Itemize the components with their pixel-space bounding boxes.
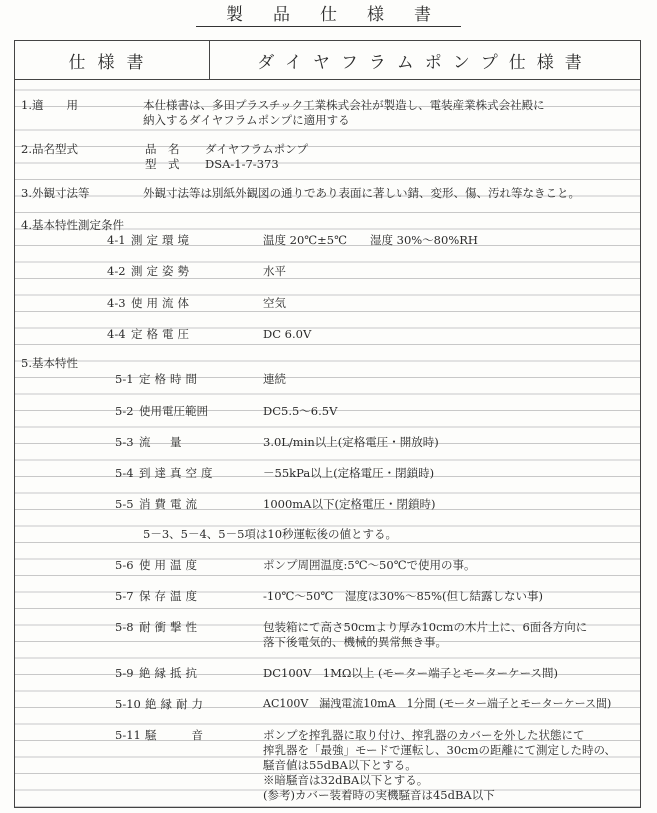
item-4-3-value: 空気: [263, 296, 286, 310]
item-5-11-line5: (参考)カバー装着時の実機騒音は45dBA以下: [263, 788, 495, 802]
item-4-3-id: 4-3: [107, 296, 126, 310]
section-1-text-line2: 納入するダイヤフラムポンプに適用する: [143, 113, 350, 127]
section-1-number: 1.適 用: [21, 98, 78, 112]
header-right-cell: ダイヤフラムポンプ仕様書: [257, 52, 593, 73]
spec-header: [15, 41, 640, 80]
item-5-10-value: AC100V 漏洩電流10mA 1分間 (モーター端子とモーターケース間): [263, 697, 612, 710]
item-4-2-label: 測定姿勢: [131, 264, 193, 278]
item-5-6-value: ポンプ周囲温度:5℃～50℃で使用の事。: [263, 558, 476, 572]
item-5-11-line1: ポンプを搾乳器に取り付け、搾乳器のカバーを外した状態にて: [263, 728, 585, 742]
document-title: [0, 4, 657, 27]
item-5-3-label: 流 量: [139, 435, 186, 449]
section-2-number: 2.品名型式: [21, 142, 78, 156]
item-5-11-id: 5-11: [115, 728, 141, 742]
product-name-label: 品 名: [145, 142, 180, 156]
section-4-number: 4.基本特性測定条件: [21, 218, 124, 232]
item-4-4-id: 4-4: [107, 327, 126, 341]
item-5-6-label: 使用温度: [139, 558, 201, 572]
item-4-4-value: DC 6.0V: [263, 327, 312, 341]
item-5-1-value: 連続: [263, 372, 286, 386]
item-5-4-id: 5-4: [115, 466, 134, 480]
product-name-value: ダイヤフラムポンプ: [205, 142, 309, 156]
item-4-2-id: 4-2: [107, 264, 126, 278]
item-5-9-id: 5-9: [115, 666, 134, 680]
item-4-1-label: 測定環境: [131, 233, 193, 247]
item-5-1-label: 定格時間: [139, 372, 201, 386]
item-5-10-label: 絶縁耐力: [145, 697, 207, 711]
item-4-1-id: 4-1: [107, 233, 126, 247]
item-5-11-line2: 搾乳器を「最強」モードで運転し、30cmの距離にて測定した時の、: [263, 743, 617, 757]
item-4-4-label: 定格電圧: [131, 327, 193, 341]
item-5-2-value: DC5.5～6.5V: [263, 404, 338, 418]
model-value: DSA-1-7-373: [205, 157, 279, 171]
section-1-text-line1: 本仕様書は、多田プラスチック工業株式会社が製造し、電装産業株式会社殿に: [143, 98, 545, 112]
item-5-9-value: DC100V 1MΩ以上 (モーター端子とモーターケース間): [263, 666, 559, 680]
item-5-3-id: 5-3: [115, 435, 134, 449]
item-4-1-value: 温度 20℃±5℃ 湿度 30%～80%RH: [263, 233, 478, 247]
item-5-8-id: 5-8: [115, 620, 134, 634]
item-5-6-id: 5-6: [115, 558, 134, 572]
section-3-text: 外観寸法等は別紙外観図の通りであり表面に著しい錆、変形、傷、汚れ等なきこと。: [143, 186, 580, 200]
item-5-8-label: 耐衝撃性: [139, 620, 201, 634]
spec-sheet-frame: [14, 40, 641, 808]
section-3-number: 3.外観寸法等: [21, 186, 90, 200]
item-5-11-label: 騒 音: [145, 728, 207, 742]
item-5-1-id: 5-1: [115, 372, 134, 386]
item-5-8-value-line2: 落下後電気的、機械的異常無き事。: [263, 635, 447, 649]
section-5-number: 5.基本特性: [21, 356, 78, 370]
item-5-7-id: 5-7: [115, 589, 134, 603]
item-5-10-id: 5-10: [115, 697, 141, 711]
item-5-4-label: 到達真空度: [139, 466, 217, 480]
item-5-8-value-line1: 包装箱にて高さ50cmより厚み10cmの木片上に、6面各方向に: [263, 620, 588, 634]
note-5-3-to-5-5: 5－3、5－4、5－5項は10秒運転後の値とする。: [143, 527, 398, 541]
item-5-11-line3: 騒音値は55dBA以下とする。: [263, 758, 417, 772]
item-4-3-label: 使用流体: [131, 296, 193, 310]
model-label: 型 式: [145, 157, 180, 171]
item-5-5-id: 5-5: [115, 497, 134, 511]
item-5-2-label: 使用電圧範囲: [139, 404, 208, 418]
item-5-11-line4: ※暗騒音は32dBA以下とする。: [263, 773, 429, 787]
document-title-text: 製品仕様書: [196, 4, 461, 27]
item-5-5-label: 消費電流: [139, 497, 201, 511]
header-left-cell: 仕様書: [15, 41, 210, 79]
item-5-4-value: －55kPa以上(定格電圧・閉鎖時): [263, 466, 435, 480]
item-4-2-value: 水平: [263, 264, 286, 278]
item-5-2-id: 5-2: [115, 404, 134, 418]
item-5-9-label: 絶縁抵抗: [139, 666, 201, 680]
item-5-5-value: 1000mA以下(定格電圧・閉鎖時): [263, 497, 436, 511]
item-5-7-value: -10℃～50℃ 湿度は30%～85%(但し結露しない事): [263, 589, 543, 603]
item-5-3-value: 3.0L/min以上(定格電圧・開放時): [263, 435, 439, 449]
item-5-7-label: 保存温度: [139, 589, 201, 603]
